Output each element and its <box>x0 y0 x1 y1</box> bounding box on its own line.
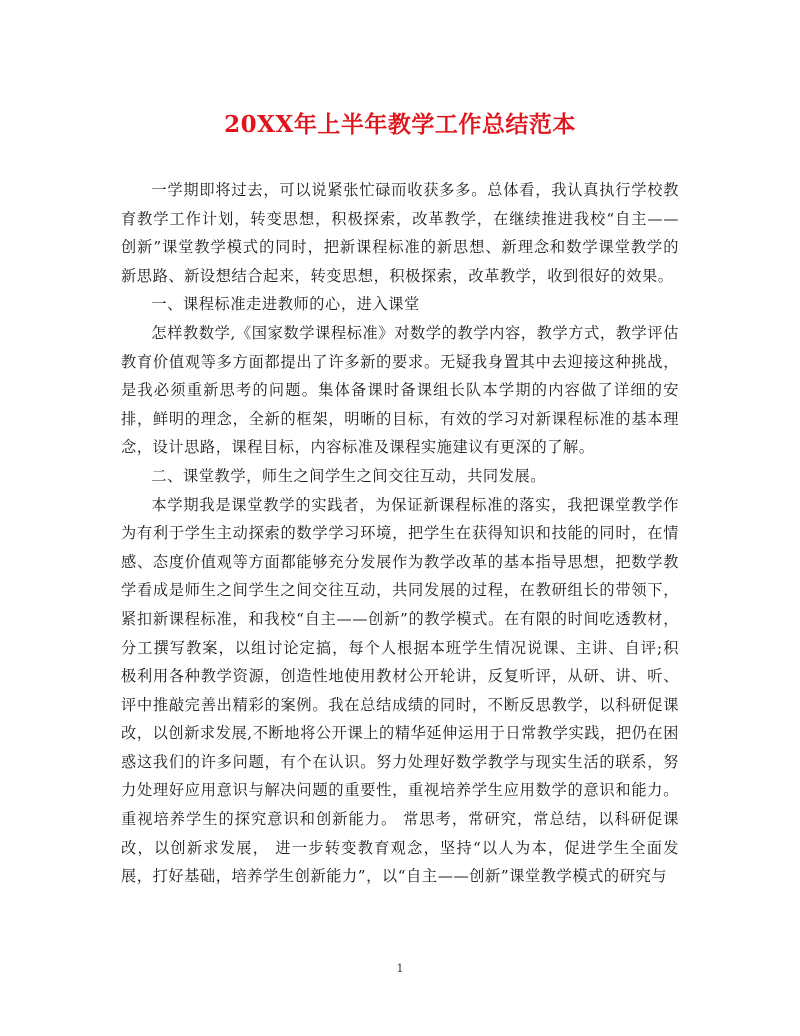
section-heading-2: 二、课堂教学，师生之间学生之间交往互动，共同发展。 <box>151 466 547 485</box>
document-title: 20XX年上半年教学工作总结范本 <box>224 111 576 138</box>
paragraph-classroom: 本学期我是课堂教学的实践者，为保证新课程标准的落实，我把课堂教学作为有利于学生主动探索的数学学习环境，把学生在获得知识和技能的同时，在情感、态度价值观等方面都能够充分发展作为教学改革的基本指导思想，把数学教学看成是师生之间学生之间交往互动，共同发展的过程，在教研组长的带领下，紧扣新课程标准，和我校“自主——创新”的教学模式。在有限的时间吃透教材，分工撰写教案，以组讨论定搞，每个人根据本班学生情况说课、主讲、自评;积极利用各种教学资源，创造性地使用教材公开轮讲，反复听评，从研、讲、听、评中推敲完善出精彩的案例。我在总结成绩的同时，不断反思教学，以科研促课改，以创新求发展,不断地将公开课上的精华延伸运用于日常教学实践，把仍在困惑这我们的许多问题，有个在认识。努力处理好数学教学与现实生活的联系，努力处理好应用意识与解决问题的重要性，重视培养学生应用数学的意识和能力。重视培养学生的探究意识和创新能力。 常思考，常研究，常总结，以科研促课改，以创新求发展， 进一步转变教育观念，坚持“以人为本，促进学生全面发展，打好基础，培养学生创新能力”，以“自主——创新”课堂教学模式的研究与 <box>121 495 679 886</box>
page-number: 1 <box>396 962 404 975</box>
paragraph-curriculum: 怎样教数学,《国家数学课程标准》对数学的教学内容，教学方式，教学评估教育价值观等多方面都提出了许多新的要求。无疑我身置其中去迎接这种挑战，是我必须重新思考的问题。集体备课时备课组长队本学期的内容做了详细的安排，鲜明的理念，全新的框架，明晰的目标，有效的学习对新课程标准的基本理念，设计思路，课程目标，内容标准及课程实施建议有更深的了解。 <box>121 323 679 457</box>
paragraph-intro: 一学期即将过去，可以说紧张忙碌而收获多多。总体看，我认真执行学校教育教学工作计划，转变思想，积极探索，改革教学，在继续推进我校“自主——创新”课堂教学模式的同时，把新课程标准的新思想、新理念和数学课堂教学的新思路、新设想结合起来，转变思想，积极探索，改革教学，收到很好的效果。 <box>121 181 679 285</box>
section-heading-1: 一、课程标准走进教师的心，进入课堂 <box>151 295 420 314</box>
document-body <box>121 176 679 891</box>
